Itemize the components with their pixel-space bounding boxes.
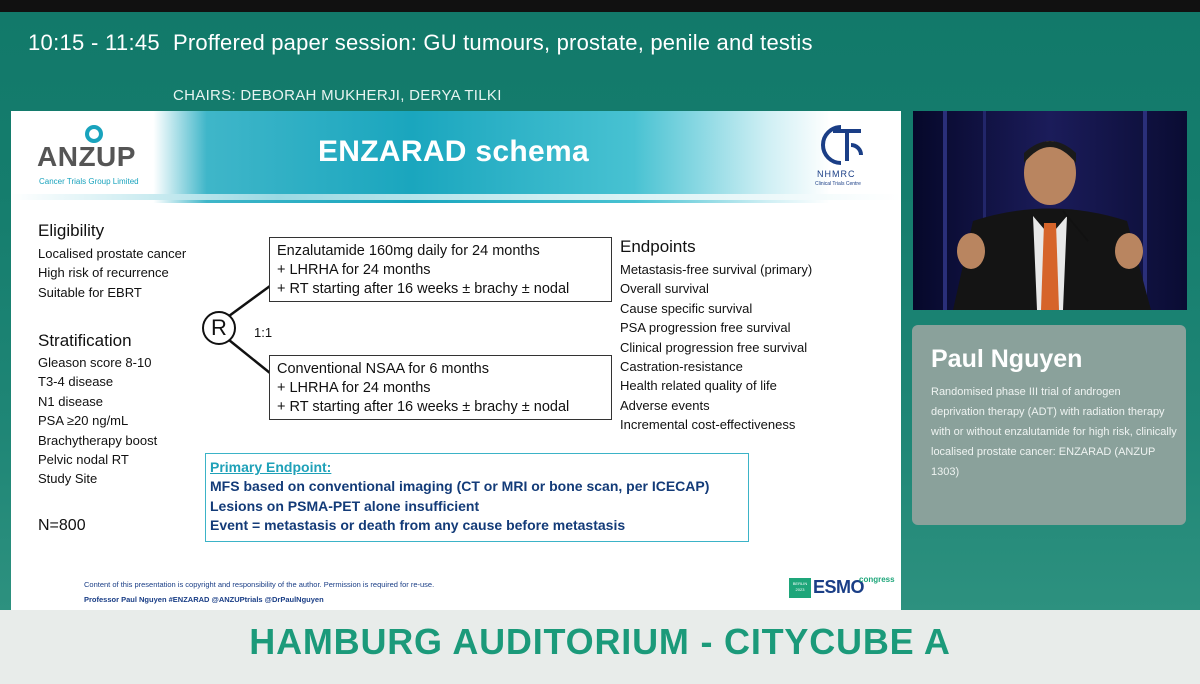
primary-endpoint-title: Primary Endpoint: <box>210 459 332 475</box>
list-item: Adverse events <box>620 397 710 413</box>
primary-endpoint-line: Lesions on PSMA-PET alone insufficient <box>210 497 480 514</box>
arm-line: + RT starting after 16 weeks ± brachy ± nodal <box>277 281 570 297</box>
list-item: Castration-resistance <box>620 359 743 375</box>
primary-endpoint-line: MFS based on conventional imaging (CT or MRI or bone scan, per ICECAP) <box>210 478 710 494</box>
list-item: T3-4 disease <box>38 374 114 390</box>
arm-line: + RT starting after 16 weeks ± brachy ± nodal <box>277 399 570 415</box>
list-item: Brachytherapy boost <box>38 432 158 448</box>
speaker-video-icon <box>913 111 1187 310</box>
esmo-wordmark: ESMO <box>813 577 865 597</box>
list-item: Clinical progression free survival <box>620 339 808 355</box>
session-time: 10:15 - 11:45 <box>28 30 160 55</box>
stratification-heading: Stratification <box>38 331 132 350</box>
copyright-note: Content of this presentation is copyright and responsibility of the author. Permission is required for re-use. <box>84 580 435 589</box>
primary-endpoint-box <box>205 453 749 542</box>
speaker-video <box>913 111 1187 310</box>
session-title: Proffered paper session: GU tumours, prostate, penile and testis <box>173 30 813 55</box>
list-item: Pelvic nodal RT <box>38 452 129 468</box>
speaker-name: Paul Nguyen <box>931 345 1083 373</box>
list-item: Metastasis-free survival (primary) <box>620 262 813 277</box>
primary-endpoint-line: Event = metastasis or death from any cause before metastasis <box>210 517 626 534</box>
arm-line: + LHRHA for 24 months <box>277 262 431 278</box>
arm-line: Conventional NSAA for 6 months <box>277 361 489 377</box>
endpoints-heading: Endpoints <box>620 237 696 256</box>
nhmrc-logo-subtitle: Clinical Trials Centre <box>815 181 861 187</box>
speaker-card <box>912 325 1186 525</box>
list-item: N1 disease <box>38 393 104 409</box>
social-handles: Professor Paul Nguyen #ENZARAD @ANZUPtrials @DrPaulNguyen <box>84 595 324 604</box>
top-black-bar <box>0 0 1200 12</box>
esmo-congress-logo <box>789 575 895 601</box>
anzup-logo-text: ANZUP <box>37 141 136 172</box>
randomisation-ratio: 1:1 <box>254 325 273 340</box>
list-item: High risk of recurrence <box>38 265 169 281</box>
list-item: Localised prostate cancer <box>38 246 187 261</box>
arm-line: Enzalutamide 160mg daily for 24 months <box>277 243 540 259</box>
list-item: Study Site <box>38 471 98 487</box>
slide-title: ENZARAD schema <box>318 135 589 168</box>
nhmrc-logo-text: NHMRC <box>817 169 856 179</box>
arm-enzalutamide-box <box>269 237 612 302</box>
randomisation-symbol: R <box>202 311 236 345</box>
eligibility-heading: Eligibility <box>38 221 105 240</box>
list-item: Incremental cost-effectiveness <box>620 417 796 433</box>
list-item: Gleason score 8-10 <box>38 355 152 370</box>
esmo-congress-label: congress <box>859 575 895 584</box>
talk-description: Randomised phase III trial of androgen deprivation therapy (ADT) with radiation therapy with or without enzalutamide for high risk, clinically localised prostate cancer: ENZARAD (ANZUP 1303) <box>931 386 1177 478</box>
arm-conventional-box <box>269 355 612 420</box>
sample-size: N=800 <box>38 517 86 534</box>
list-item: Health related quality of life <box>620 378 777 394</box>
list-item: PSA ≥20 ng/mL <box>38 413 129 429</box>
list-item: Overall survival <box>620 281 709 297</box>
presentation-slide <box>11 111 901 610</box>
esmo-badge: BERLIN 2023 <box>789 578 811 598</box>
venue-title: HAMBURG AUDITORIUM - CITYCUBE A <box>249 621 951 662</box>
list-item: Cause specific survival <box>620 300 753 316</box>
list-item: Suitable for EBRT <box>38 284 142 300</box>
arm-line: + LHRHA for 24 months <box>277 380 431 396</box>
anzup-logo-subtitle: Cancer Trials Group Limited <box>39 177 139 186</box>
endpoints-list <box>620 260 812 435</box>
session-chairs: CHAIRS: DEBORAH MUKHERJI, DERYA TILKI <box>173 87 502 104</box>
list-item: PSA progression free survival <box>620 320 791 336</box>
